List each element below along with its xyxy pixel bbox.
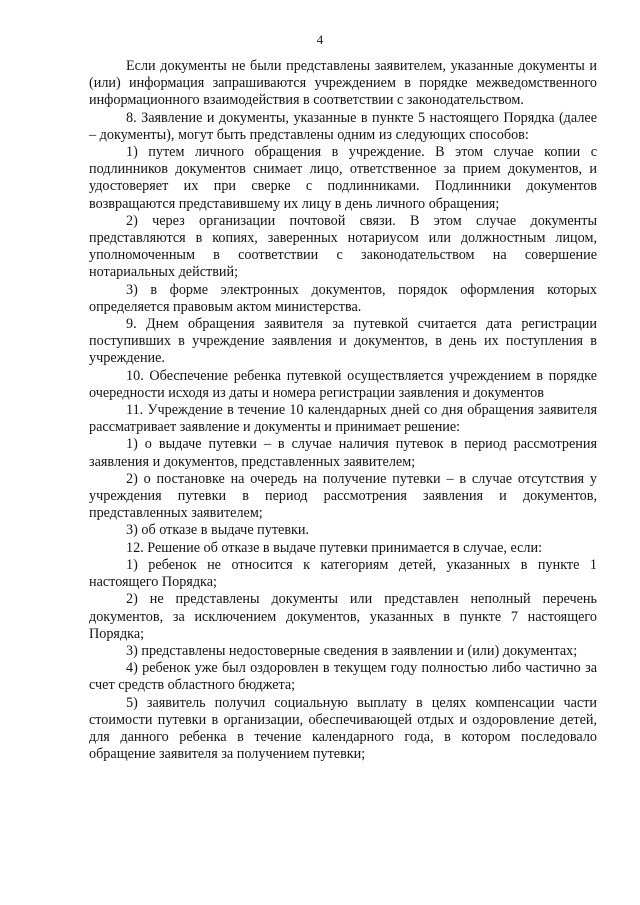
paragraph-item-9: 9. Днем обращения заявителя за путевкой считается дата регистрации поступивших в учреждение заявления и документов, в день их поступления в учреждение. [89, 316, 597, 367]
paragraph-item-11-1: 1) о выдаче путевки – в случае наличия путевок в период рассмотрения заявления и документов, представленных заявителем; [89, 436, 597, 470]
paragraph-item-11-2: 2) о постановке на очередь на получение путевки – в случае отсутствия у учреждения путевки в период рассмотрения заявления и документов, представленных заявителем; [89, 470, 597, 522]
paragraph-documents-request: Если документы не были представлены заявителем, указанные документы и (или) информация запрашиваются учреждением в порядке межведомственного информационного взаимодействия в соответствии с законодательством. [89, 58, 597, 109]
paragraph-item-12-1: 1) ребенок не относится к категориям детей, указанных в пункте 1 настоящего Порядка; [89, 556, 597, 591]
page-number: 4 [316, 32, 324, 47]
paragraph-item-12-4: 4) ребенок уже был оздоровлен в текущем году полностью либо частично за счет средств областного бюджета; [89, 660, 597, 694]
paragraph-item-12-3: 3) представлены недостоверные сведения в заявлении и (или) документах; [126, 642, 578, 659]
paragraph-item-12-2: 2) не представлены документы или представлен неполный перечень документов, за исключением документов, указанных в пункте 7 настоящего Порядка; [89, 591, 597, 642]
paragraph-item-11: 11. Учреждение в течение 10 календарных дней со дня обращения заявителя рассматривает заявление и документы и принимает решение: [89, 402, 597, 436]
paragraph-item-10: 10. Обеспечение ребенка путевкой осуществляется учреждением в порядке очередности исходя из даты и номера регистрации заявления и документов [89, 367, 597, 401]
paragraph-item-8-1: 1) путем личного обращения в учреждение. В этом случае копии с подлинников документов снимает лицо, ответственное за прием документов, и удостоверяет их при сверке с подлинниками. Подлинники документов возвращаются представившему их лицу в день личного обращения; [89, 144, 597, 212]
paragraph-item-12-5: 5) заявитель получил социальную выплату в целях компенсации части стоимости путевки в организации, обеспечивающей отдых и оздоровление детей, для данного ребенка в течение календарного года, в котором последовало обращение заявителя за получением путевки; [89, 694, 597, 763]
paragraph-item-8-2: 2) через организации почтовой связи. В этом случае документы представляются в копиях, заверенных нотариусом или должностным лицом, уполномоченным в соответствии с законодательством на совершение нотариальных действий; [89, 212, 597, 281]
document-body [89, 58, 597, 763]
paragraph-item-8-3: 3) в форме электронных документов, порядок оформления которых определяется правовым актом министерства. [89, 281, 597, 315]
paragraph-item-12: 12. Решение об отказе в выдаче путевки принимается в случае, если: [126, 539, 543, 556]
paragraph-item-11-3: 3) об отказе в выдаче путевки. [126, 522, 310, 539]
paragraph-item-8: 8. Заявление и документы, указанные в пункте 5 настоящего Порядка (далее – документы), могут быть представлены одним из следующих способов: [89, 109, 597, 143]
